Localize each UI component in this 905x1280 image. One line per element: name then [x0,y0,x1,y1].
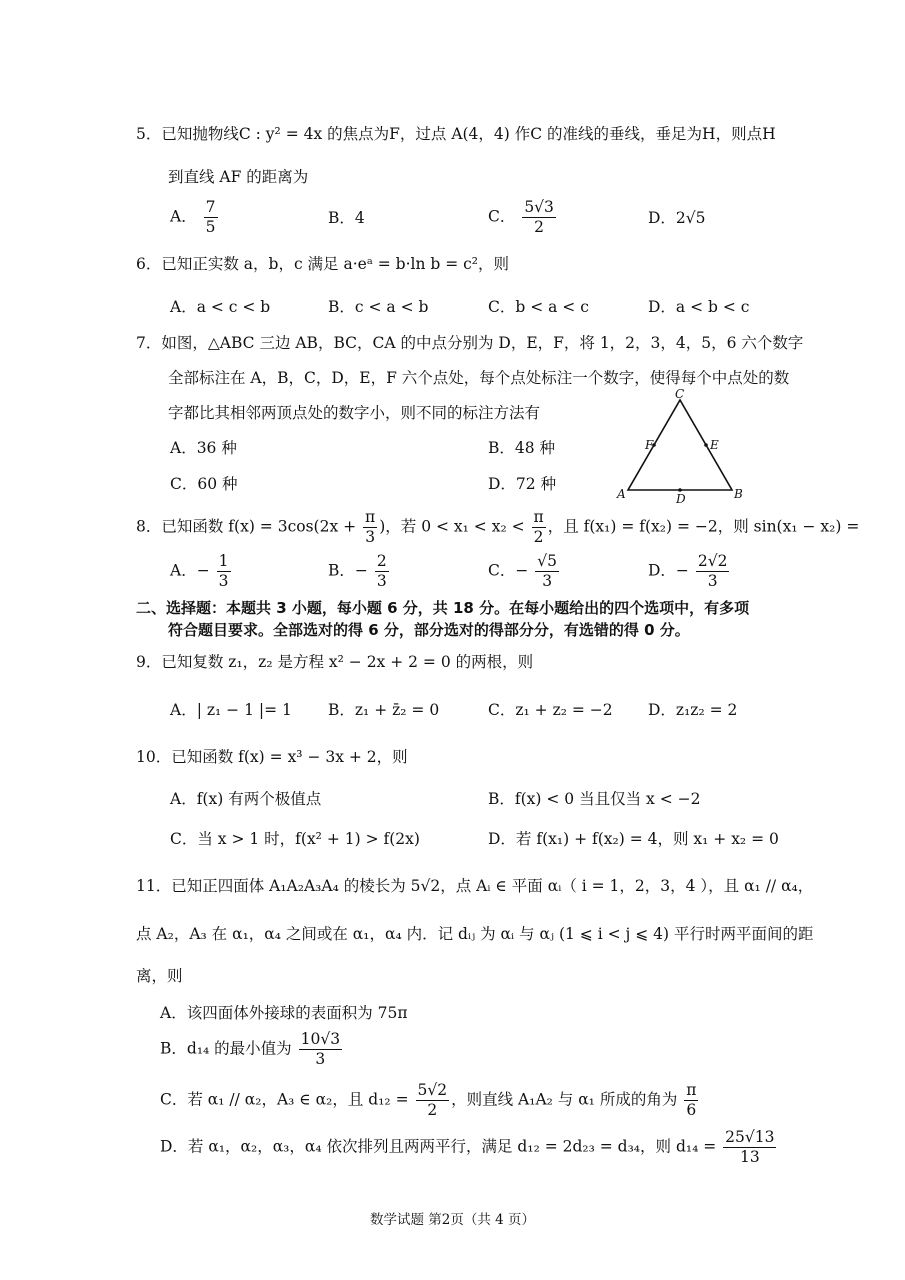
q10-option-b: B．f(x) < 0 当且仅当 x < −2 [488,790,701,808]
q8-option-b-fraction [375,552,389,591]
q5-option-d: D．2√5 [648,209,706,227]
q11-option-c-text1: C．若 α₁ // α₂，A₃ ∈ α₂，且 d₁₂ = [160,1090,409,1109]
q8-option-a [170,552,233,591]
q8-stem-part2: )，若 0 < x₁ < x₂ < [379,517,525,536]
q11-option-c-fraction1 [416,1081,450,1120]
q5-option-a [170,198,220,237]
q9-option-a: A．| z₁ − 1 |= 1 [170,701,292,719]
q11-option-b [160,1030,344,1069]
q8-pi-over-2 [532,508,546,547]
q5-option-a-fraction [204,198,218,237]
q10-option-a: A．f(x) 有两个极值点 [170,790,322,808]
q10-stem: 10．已知函数 f(x) = x³ − 3x + 2，则 [136,748,408,766]
q8-option-c-fraction [535,552,559,591]
q7-option-a: A．36 种 [170,439,237,457]
q6-option-a: A．a < c < b [170,298,271,316]
q7-stem-line2: 全部标注在 A，B，C，D，E，F 六个点处，每个点处标注一个数字，使得每个中点处的数 [168,369,790,387]
page-footer: 数学试题 第2页（共 4 页） [369,1212,536,1228]
q10-option-c: C．当 x > 1 时，f(x² + 1) > f(2x) [170,830,420,848]
q8-option-c-num: √5 [537,552,558,570]
q11-option-c-text2: ，则直线 A₁A₂ 与 α₁ 所成的角为 [451,1090,678,1109]
q8-option-c [488,552,561,591]
q8-option-d [648,552,731,591]
q10-option-d: D．若 f(x₁) + f(x₂) = 4，则 x₁ + x₂ = 0 [488,830,779,848]
q8-option-c-den: 3 [542,572,553,590]
q7-triangle-figure [612,388,752,506]
q11-option-c-num1: 5√2 [417,1081,448,1099]
q11-option-d-text: D．若 α₁，α₂，α₃，α₄ 依次排列且两两平行，满足 d₁₂ = 2d₂₃ = d₃₄，则 d₁₄ = [160,1137,717,1156]
q8-stem-part3: ，且 f(x₁) = f(x₂) = −2，则 sin(x₁ − x₂) = [547,517,860,536]
q8-option-a-den: 3 [218,572,229,590]
q6-option-b: B．c < a < b [328,298,429,316]
q8-option-a-num: 1 [218,552,229,570]
q7-option-c: C．60 种 [170,475,238,493]
q5-option-c-label: C． [488,207,516,226]
q11-option-d-num: 25√13 [725,1128,775,1146]
q11-option-c [160,1081,700,1120]
q11-option-c-num2: π [686,1081,697,1099]
q11-option-b-fraction [299,1030,342,1069]
q8-option-b-label: B．− [328,561,368,580]
q9-option-b: B．z₁ + z̄₂ = 0 [328,701,440,719]
q8-stem-part1: 8．已知函数 f(x) = 3cos(2x + [136,517,357,536]
q6-option-d: D．a < b < c [648,298,750,316]
midpoint-e-dot [704,443,708,447]
vertex-c-label: C [675,388,685,401]
section2-heading-line2: 符合题目要求。全部选对的得 6 分，部分选对的得部分分，有选错的得 0 分。 [168,621,690,639]
q9-stem: 9．已知复数 z₁，z₂ 是方程 x² − 2x + 2 = 0 的两根，则 [136,653,534,671]
q5-stem-line1: 5．已知抛物线C : y² = 4x 的焦点为F，过点 A(4，4) 作C 的准线的垂线，垂足为H，则点H [136,125,776,143]
q11-option-c-den1: 2 [427,1101,438,1119]
q9-option-d: D．z₁z₂ = 2 [648,701,738,719]
q5-option-a-label: A． [170,207,197,226]
q8-frac1-num: π [365,508,376,526]
q5-option-a-den: 5 [205,218,216,236]
q8-option-d-label: D．− [648,561,689,580]
q11-option-b-num: 10√3 [300,1030,341,1048]
q11-stem-line3: 离，则 [136,967,183,985]
q8-pi-over-3 [363,508,377,547]
q8-option-b-num: 2 [376,552,387,570]
q7-stem-line1: 7．如图，△ABC 三边 AB，BC，CA 的中点分别为 D，E，F，将 1，2，3，4，5，6 六个数字 [136,334,804,352]
q11-option-c-fraction2 [684,1081,698,1120]
q11-stem-line2: 点 A₂，A₃ 在 α₁，α₄ 之间或在 α₁，α₄ 内．记 dᵢⱼ 为 αᵢ 与 αⱼ (1 ⩽ i < j ⩽ 4) 平行时两平面间的距 [136,925,814,943]
q6-option-c: C．b < a < c [488,298,589,316]
q11-option-d-fraction [723,1128,776,1167]
q11-option-b-den: 3 [315,1050,326,1068]
q9-option-c: C．z₁ + z₂ = −2 [488,701,613,719]
q5-stem-line2: 到直线 AF 的距离为 [168,168,309,186]
q8-option-d-fraction [696,552,730,591]
q7-option-d: D．72 种 [488,475,557,493]
q11-option-d-den: 13 [739,1148,760,1166]
q8-frac1-den: 3 [365,528,376,546]
vertex-b-label: B [734,487,743,501]
q8-frac2-den: 2 [533,528,544,546]
q11-option-d [160,1128,778,1167]
midpoint-d-label: D [676,492,686,506]
q7-stem-line3: 字都比其相邻两顶点处的数字小，则不同的标注方法有 [168,404,541,422]
q8-option-d-num: 2√2 [697,552,728,570]
q11-option-b-text: B．d₁₄ 的最小值为 [160,1039,292,1058]
q5-option-c [488,198,558,237]
q8-frac2-num: π [533,508,544,526]
q7-option-b: B．48 种 [488,439,556,457]
q8-option-b-den: 3 [376,572,387,590]
q8-option-d-den: 3 [707,572,718,590]
q11-stem-line1: 11．已知正四面体 A₁A₂A₃A₄ 的棱长为 5√2，点 Aᵢ ∈ 平面 αᵢ（ i = 1，2，3，4 ），且 α₁ // α₄， [136,877,814,895]
q11-option-c-den2: 6 [686,1101,697,1119]
q8-option-b [328,552,391,591]
vertex-a-label: A [617,487,626,501]
q5-option-c-fraction [522,198,556,237]
q11-option-a: A．该四面体外接球的表面积为 75π [160,1004,408,1022]
q6-stem: 6．已知正实数 a，b，c 满足 a·eᵃ = b·ln b = c²，则 [136,255,510,273]
q5-option-b: B．4 [328,209,365,227]
q5-option-a-num: 7 [205,198,216,216]
midpoint-e-label: E [710,438,719,452]
q8-option-c-label: C．− [488,561,529,580]
q5-option-c-den: 2 [534,218,545,236]
midpoint-f-label: F [645,438,654,452]
q8-option-a-fraction [217,552,231,591]
q8-option-a-label: A．− [170,561,210,580]
q5-option-c-num: 5√3 [524,198,554,216]
q8-stem [136,508,859,547]
section2-heading-line1: 二、选择题：本题共 3 小题，每小题 6 分，共 18 分。在每小题给出的四个选项中，有多项 [136,599,750,617]
